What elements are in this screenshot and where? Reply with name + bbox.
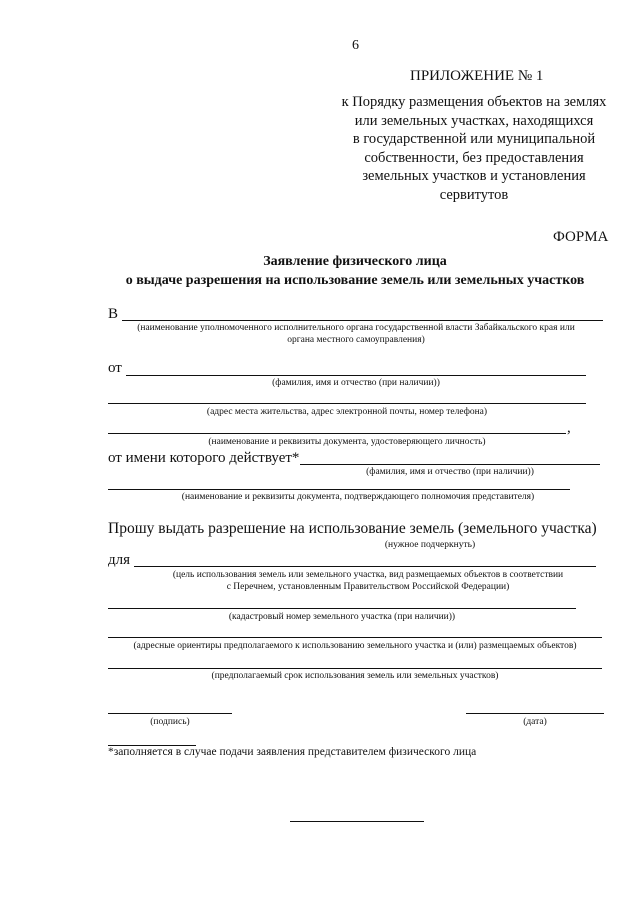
bottom-rule <box>290 821 424 822</box>
appendix-heading: ПРИЛОЖЕНИЕ № 1 <box>410 68 544 84</box>
signature-caption: (подпись) <box>150 717 190 727</box>
to-field-line[interactable] <box>122 320 603 321</box>
underline-hint: (нужное подчеркнуть) <box>384 540 476 550</box>
date-caption: (дата) <box>523 717 547 727</box>
document-title <box>90 253 620 290</box>
address-caption: (адрес места жительства, адрес электронной почты, номер телефона) <box>206 407 488 417</box>
appendix-line: или земельных участках, находящихся <box>354 112 594 129</box>
landmarks-caption: (адресные ориентиры предполагаемого к использованию земельного участка и (или) размещаемых объектов) <box>133 641 577 651</box>
signature-field-line[interactable] <box>108 713 232 714</box>
appendix-line: в государственной или муниципальной <box>352 131 596 147</box>
id-field-line[interactable] <box>108 433 566 434</box>
on-behalf-field-line[interactable] <box>300 464 600 465</box>
form-label: ФОРМА <box>553 229 609 245</box>
from-caption: (фамилия, имя и отчество (при наличии)) <box>272 378 440 388</box>
cadastral-caption: (кадастровый номер земельного участка (при наличии)) <box>228 612 456 622</box>
appendix-line: земельных участков и установления <box>362 168 586 184</box>
from-prefix: от <box>108 360 122 376</box>
on-behalf-prefix: от имени которого действует* <box>108 450 300 466</box>
term-field-line[interactable] <box>108 668 602 669</box>
appendix-description <box>340 93 608 204</box>
from-field-line[interactable] <box>126 375 586 376</box>
landmarks-field-line[interactable] <box>108 637 602 638</box>
for-prefix: для <box>108 552 131 568</box>
appendix-line: к Порядку размещения объектов на землях <box>341 94 607 110</box>
purpose-caption: (цель использования земель или земельного участка, вид размещаемых объектов в соответствии с Перечнем, установленным Правительством Российской Федерации) <box>172 570 564 592</box>
cadastral-field-line[interactable] <box>108 608 576 609</box>
page-number: 6 <box>352 38 359 53</box>
id-caption: (наименование и реквизиты документа, удостоверяющего личность) <box>208 437 486 447</box>
appendix-line: собственности, без предоставления <box>364 149 584 166</box>
term-caption: (предполагаемый срок использования земель или земельных участков) <box>211 671 499 681</box>
authority-field-line[interactable] <box>108 489 570 490</box>
address-field-line[interactable] <box>108 403 586 404</box>
to-caption: (наименование уполномоченного исполнительного органа государственной власти Забайкальского края или органа местного самоуправления) <box>137 323 575 345</box>
date-field-line[interactable] <box>466 713 604 714</box>
purpose-field-line[interactable] <box>134 566 596 567</box>
appendix-line: сервитутов <box>439 186 509 203</box>
on-behalf-caption: (фамилия, имя и отчество (при наличии)) <box>366 467 534 477</box>
title-line-1: Заявление физического лица <box>263 254 447 269</box>
id-suffix: , <box>567 420 571 436</box>
to-prefix: В <box>108 306 119 322</box>
footnote: *заполняется в случае подачи заявления представителем физического лица <box>108 746 477 758</box>
authority-caption: (наименование и реквизиты документа, подтверждающего полномочия представителя) <box>181 492 535 502</box>
request-text: Прошу выдать разрешение на использование земель (земельного участка) <box>108 520 597 537</box>
title-line-2: о выдаче разрешения на использование земель или земельных участков <box>125 272 585 288</box>
